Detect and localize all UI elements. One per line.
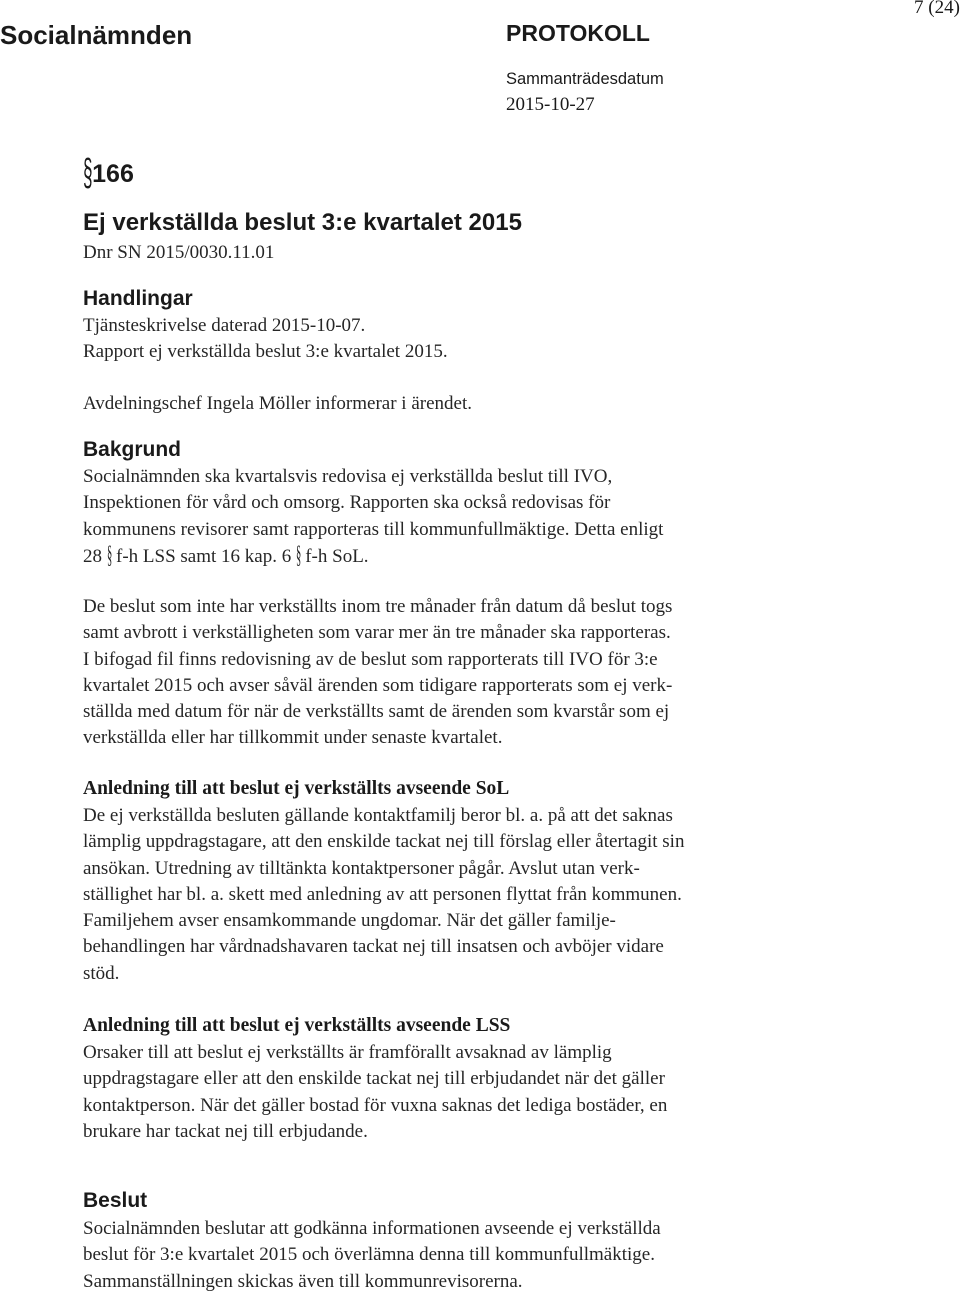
text-line: Socialnämnden beslutar att godkänna informationen avseende ej verkställda <box>83 1218 661 1239</box>
bakgrund-text <box>83 464 663 570</box>
organization-name: Socialnämnden <box>0 20 193 50</box>
text-line: beslut för 3:e kvartalet 2015 och överlämna denna till kommunfullmäktige. <box>83 1244 655 1266</box>
heading-bakgrund: Bakgrund <box>83 438 182 461</box>
text-line: brukare har tackat nej till erbjudande. <box>83 1120 368 1142</box>
text-line: uppdragstagare eller att den enskilde tackat nej till erbjudandet när det gäller <box>83 1068 665 1090</box>
text-line: ansökan. Utredning av tilltänkta kontaktpersoner pågår. Avslut utan verk- <box>83 857 640 879</box>
text-fragment: 28 <box>83 545 102 567</box>
text-line: behandlingen har vårdnadshavaren tackat nej till insatsen och avböjer vidare <box>83 936 664 958</box>
text-line <box>83 543 663 570</box>
handlingar-list <box>83 313 448 366</box>
heading-handlingar: Handlingar <box>83 287 193 310</box>
text-line: kvartalet 2015 och avser såväl ärenden som tidigare rapporterats som ej verk- <box>83 674 673 696</box>
beslut-text <box>83 1216 661 1295</box>
text-line: stöd. <box>83 962 120 984</box>
text-fragment: f-h SoL. <box>305 545 369 567</box>
paragraph-number <box>83 152 134 194</box>
page-title: Ej verkställda beslut 3:e kvartalet 2015 <box>83 209 522 236</box>
meeting-date: 2015-10-27 <box>506 94 595 115</box>
text-line: ställighet har bl. a. skett med anledning av att personen flyttat från kommunen. <box>83 883 682 905</box>
text-line: kontaktperson. När det gäller bostad för vuxna saknas det lediga bostäder, en <box>83 1094 668 1116</box>
text-line: De ej verkställda besluten gällande kontaktfamilj beror bl. a. på att det saknas <box>83 805 673 826</box>
heading-lss: Anledning till att beslut ej verkställts avseende LSS <box>83 1015 511 1036</box>
handlingar-item: Tjänsteskrivelse daterad 2015-10-07. <box>83 315 366 336</box>
text-line: Socialnämnden ska kvartalsvis redovisa ej verkställda beslut till IVO, <box>83 466 613 487</box>
sol-text <box>83 803 684 987</box>
info-line: Avdelningschef Ingela Möller informerar i ärendet. <box>83 393 472 414</box>
lss-text <box>83 1040 667 1145</box>
text-line: verkställda eller har tillkommit under senaste kvartalet. <box>83 727 503 749</box>
section-sign-icon: § <box>295 541 302 569</box>
heading-beslut: Beslut <box>83 1189 148 1212</box>
body-paragraph <box>83 594 672 752</box>
document-type: PROTOKOLL <box>506 20 650 46</box>
text-line: Orsaker till att beslut ej verkställts är framförallt avsaknad av lämplig <box>83 1042 612 1063</box>
handlingar-item: Rapport ej verkställda beslut 3:e kvartalet 2015. <box>83 341 448 363</box>
page-number: 7 (24) <box>914 0 960 18</box>
text-line: Inspektionen för vård och omsorg. Rapporten ska också redovisas för <box>83 492 611 514</box>
text-line: I bifogad fil finns redovisning av de beslut som rapporterats till IVO för 3:e <box>83 648 658 670</box>
text-line: Familjehem avser ensamkommande ungdomar. När det gäller familje- <box>83 910 616 932</box>
text-line: kommunens revisorer samt rapporteras till kommunfullmäktige. Detta enligt <box>83 518 664 540</box>
section-sign-icon: § <box>83 152 93 194</box>
paragraph-number-value: 166 <box>92 160 134 188</box>
text-line: De beslut som inte har verkställts inom tre månader från datum då beslut togs <box>83 596 673 617</box>
meeting-date-label: Sammanträdesdatum <box>506 70 664 88</box>
text-line: samt avbrott i verkställigheten som varar mer än tre månader ska rapporteras. <box>83 622 671 644</box>
section-sign-icon: § <box>106 541 112 569</box>
text-fragment: f-h LSS samt 16 kap. 6 <box>116 545 292 567</box>
heading-sol: Anledning till att beslut ej verkställts avseende SoL <box>83 778 510 799</box>
dnr: Dnr SN 2015/0030.11.01 <box>83 242 275 263</box>
text-line: Sammanställningen skickas även till kommunrevisorerna. <box>83 1270 523 1292</box>
text-line: lämplig uppdragstagare, att den enskilde tackat nej till förslag eller återtagit sin <box>83 831 685 853</box>
text-line: ställda med datum för när de verkställts samt de ärenden som kvarstår som ej <box>83 701 670 723</box>
